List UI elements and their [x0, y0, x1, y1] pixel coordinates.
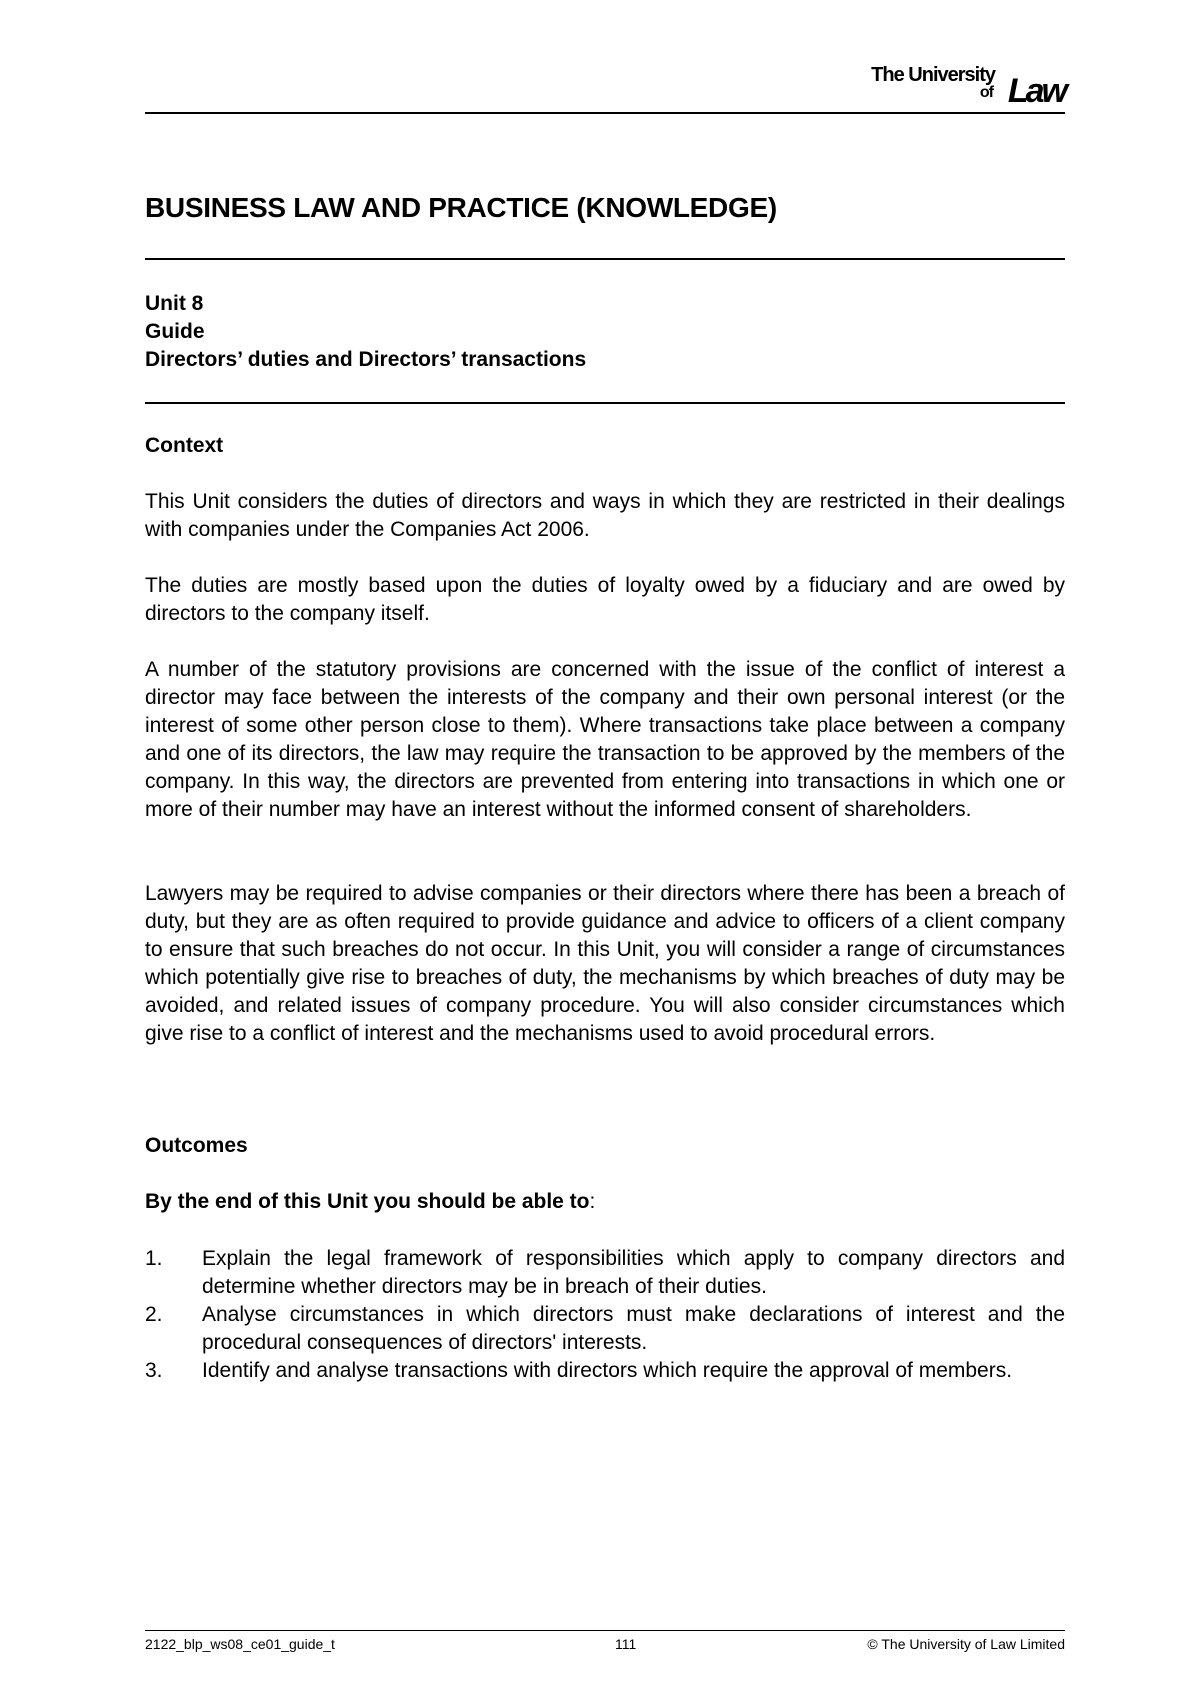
outcomes-intro	[145, 1190, 595, 1214]
unit-subject: Directors’ duties and Directors’ transactions	[145, 348, 587, 371]
outcome-number: 3.	[145, 1359, 163, 1382]
footer-divider	[145, 1630, 1065, 1631]
footer-page-number: 111	[615, 1636, 637, 1652]
context-paragraph-3: A number of the statutory provisions are concerned with the issue of the conflict of interest a director may face between the interests of the company and their own personal interest (or the interest of some other person close to them). Where transactions take place between a company and one of its directors, the law may require the transaction to be approved by the members of the company. In this way, the directors are prevented from entering into transactions in which one or more of their number may have an interest without the informed consent of shareholders.	[145, 658, 1065, 821]
outcome-item-2	[145, 1301, 1065, 1357]
logo-text-line2: of	[979, 84, 993, 101]
unit-type: Guide	[145, 320, 205, 343]
outcome-item-3	[145, 1357, 1065, 1385]
context-heading: Context	[145, 434, 224, 457]
outcomes-heading: Outcomes	[145, 1134, 248, 1157]
unit-info	[145, 290, 586, 374]
logo-text-law: Law	[1007, 72, 1065, 110]
footer-doc-code: 2122_blp_ws08_ce01_guide_t	[145, 1636, 335, 1652]
title-divider	[145, 258, 1065, 260]
outcomes-intro-tail: :	[589, 1190, 596, 1213]
context-paragraph-1: This Unit considers the duties of directors and ways in which they are restricted in their dealings with companies under the Companies Act 2006.	[145, 490, 1065, 541]
unit-divider	[145, 402, 1065, 404]
outcomes-intro-bold: By the end of this Unit you should be able to	[145, 1190, 590, 1213]
unit-number: Unit 8	[145, 292, 204, 315]
outcomes-list	[145, 1245, 1065, 1385]
context-paragraph-2: The duties are mostly based upon the duties of loyalty owed by a fiduciary and are owed by directors to the company itself.	[145, 574, 1065, 625]
outcome-item-1	[145, 1245, 1065, 1301]
context-paragraph-4: Lawyers may be required to advise companies or their directors where there has been a breach of duty, but they are as often required to provide guidance and advice to officers of a client company to ensure that such breaches do not occur. In this Unit, you will consider a range of circumstances which potentially give rise to breaches of duty, the mechanisms by which breaches of duty may be avoided, and related issues of company procedure. You will also consider circumstances which give rise to a conflict of interest and the mechanisms used to avoid procedural errors.	[145, 882, 1065, 1045]
footer-copyright: © The University of Law Limited	[867, 1636, 1065, 1652]
university-logo	[855, 64, 1065, 110]
outcome-text: Analyse circumstances in which directors must make declarations of interest and the procedural consequences of directors' interests.	[202, 1303, 1065, 1354]
outcome-number: 2.	[145, 1303, 163, 1326]
logo-text-line1: The University	[871, 64, 995, 86]
document-title: BUSINESS LAW AND PRACTICE (KNOWLEDGE)	[145, 192, 777, 223]
outcome-text: Identify and analyse transactions with directors which require the approval of members.	[202, 1359, 1013, 1382]
outcome-text: Explain the legal framework of responsibilities which apply to company directors and determine whether directors may be in breach of their duties.	[202, 1247, 1065, 1298]
header-divider	[145, 112, 1065, 114]
outcome-number: 1.	[145, 1247, 163, 1270]
